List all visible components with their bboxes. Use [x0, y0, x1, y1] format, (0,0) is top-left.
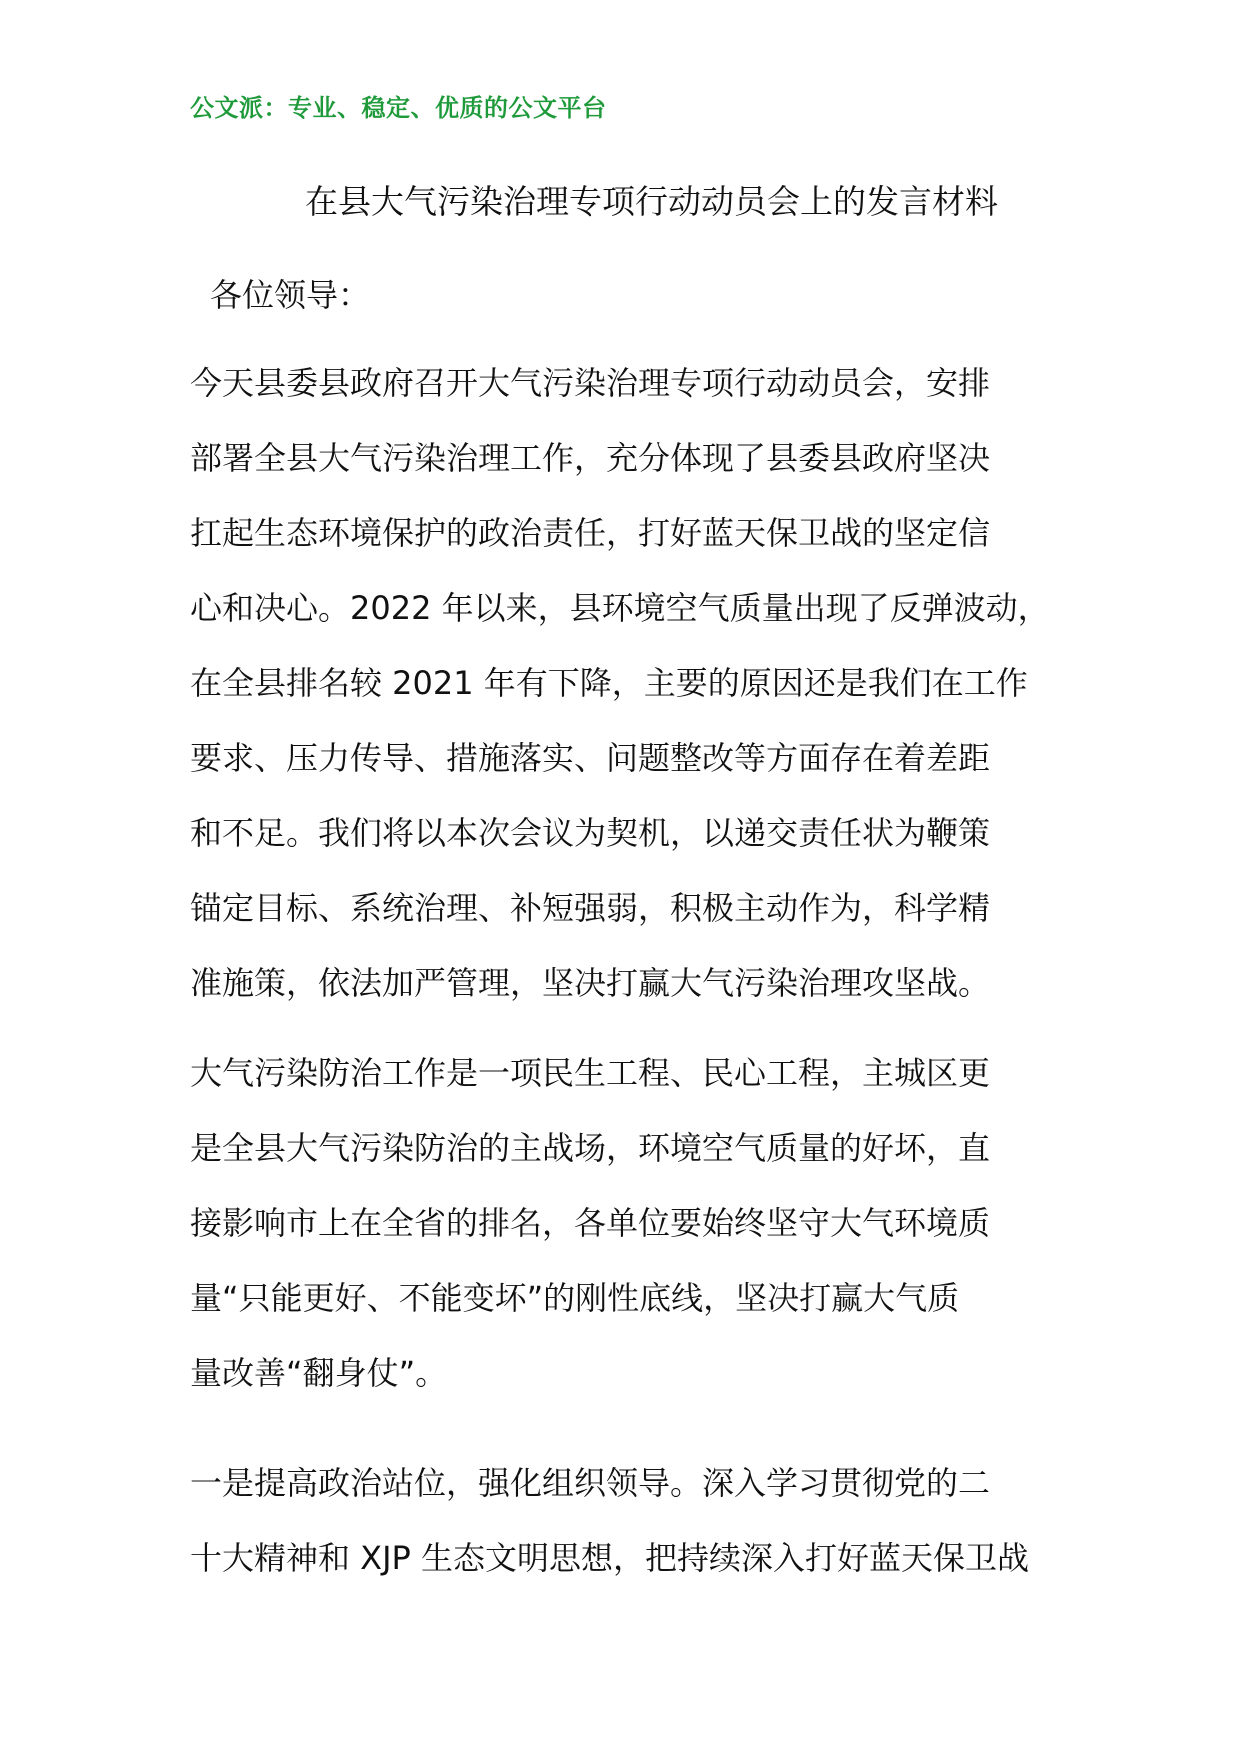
paragraph-line: 要求、压力传导、措施落实、问题整改等方面存在着差距 [190, 739, 991, 777]
paragraph-line: 准施策，依法加严管理，坚决打赢大气污染治理攻坚战。 [190, 964, 991, 1002]
paragraph-1 [190, 346, 1070, 1021]
paragraph-line: 锚定目标、系统治理、补短强弱，积极主动作为，科学精 [190, 889, 991, 927]
paragraph-line: 扛起生态环境保护的政治责任，打好蓝天保卫战的坚定信 [190, 514, 991, 552]
paragraph-line: 心和决心。2022 年以来，县环境空气质量出现了反弹波动， [190, 589, 1050, 627]
paragraph-line: 量改善“翻身仗”。 [190, 1354, 448, 1392]
document-title: 在县大气污染治理专项行动动员会上的发言材料 [305, 182, 998, 221]
paragraph-line: 今天县委县政府召开大气污染治理专项行动动员会，安排 [190, 364, 991, 402]
paragraph-line: 大气污染防治工作是一项民生工程、民心工程，主城区更 [190, 1054, 991, 1092]
paragraph-line: 十大精神和 XJP 生态文明思想，把持续深入打好蓝天保卫战 [190, 1539, 1030, 1577]
paragraph-line: 在全县排名较 2021 年有下降，主要的原因还是我们在工作 [190, 664, 1028, 702]
paragraph-line: 接影响市上在全省的排名，各单位要始终坚守大气环境质 [190, 1204, 991, 1242]
brand-header: 公文派：专业、稳定、优质的公文平台 [190, 93, 607, 122]
paragraph-line: 量“只能更好、不能变坏”的刚性底线，坚决打赢大气质 [190, 1279, 960, 1317]
salutation: 各位领导： [210, 276, 371, 314]
paragraph-line: 部署全县大气污染治理工作，充分体现了县委县政府坚决 [190, 439, 991, 477]
paragraph-line: 和不足。我们将以本次会议为契机，以递交责任状为鞭策 [190, 814, 991, 852]
paragraph-line: 一是提高政治站位，强化组织领导。深入学习贯彻党的二 [190, 1464, 991, 1502]
paragraph-2 [190, 1036, 1070, 1411]
paragraph-3 [190, 1446, 1070, 1596]
paragraph-line: 是全县大气污染防治的主战场，环境空气质量的好坏，直 [190, 1129, 991, 1167]
